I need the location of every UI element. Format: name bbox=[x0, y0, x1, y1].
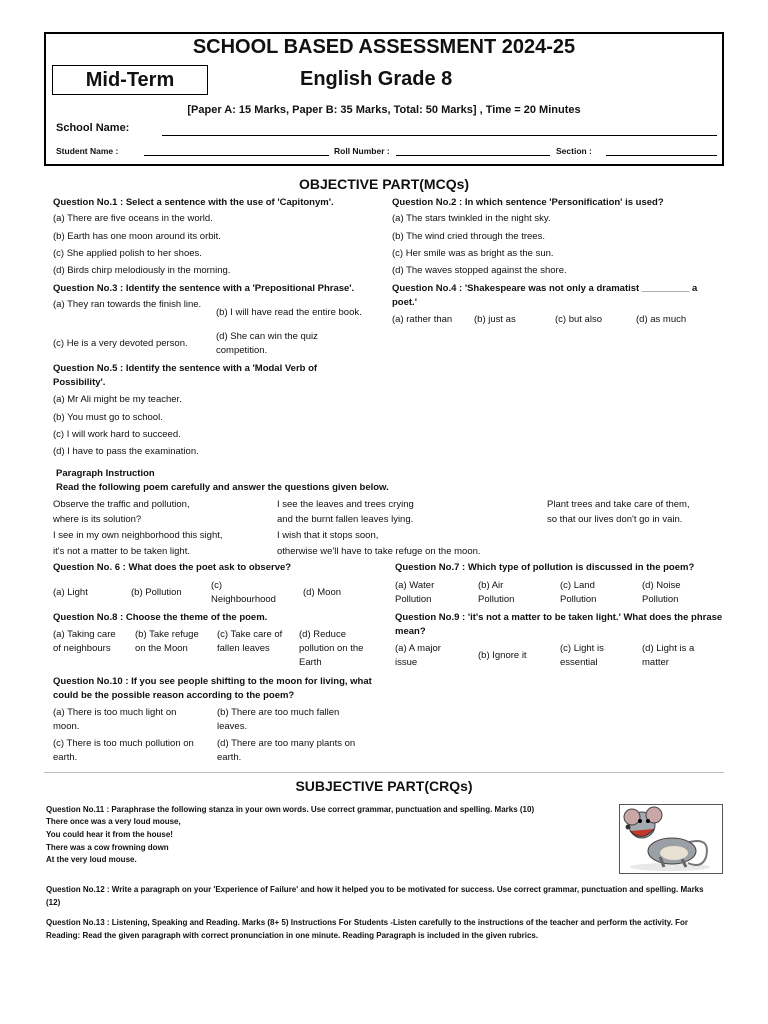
q2-option-c[interactable]: (c) Her smile was as bright as the sun. bbox=[392, 248, 554, 259]
q10-option-a[interactable]: (a) There is too much light on moon. bbox=[53, 707, 177, 732]
subject-title: English Grade 8 bbox=[300, 68, 453, 90]
q4-option-a[interactable]: (a) rather than bbox=[392, 314, 453, 325]
q3-option-a[interactable]: (a) They ran towards the finish line. bbox=[53, 299, 202, 310]
q10-option-c[interactable]: (c) There is too much pollution on earth. bbox=[53, 738, 194, 763]
section-field[interactable] bbox=[606, 155, 717, 156]
poem-col2-line: otherwise we'll have to take refuge on the moon. bbox=[277, 546, 481, 557]
school-name-label: School Name: bbox=[56, 122, 130, 134]
stanza-line: There was a cow frowning down bbox=[46, 843, 169, 852]
poem-col2-line: I see the leaves and trees crying bbox=[277, 499, 414, 510]
paragraph-title: Paragraph Instruction bbox=[56, 468, 155, 479]
student-name-label: Student Name : bbox=[56, 146, 119, 156]
mouse-illustration bbox=[619, 804, 723, 874]
roll-number-field[interactable] bbox=[396, 155, 550, 156]
q2-option-d[interactable]: (d) The waves stopped against the shore. bbox=[392, 265, 567, 276]
q4-option-c[interactable]: (c) but also bbox=[555, 314, 602, 325]
term-label: Mid-Term bbox=[52, 65, 208, 95]
section-divider bbox=[44, 772, 724, 773]
question-11: Question No.11 : Paraphrase the following stanza in your own words. Use correct grammar, punctuation and spelling. Marks (10) bbox=[46, 805, 535, 814]
section-label: Section : bbox=[556, 146, 592, 156]
stanza-line: You could hear it from the house! bbox=[46, 830, 173, 839]
q1-option-c[interactable]: (c) She applied polish to her shoes. bbox=[53, 248, 202, 259]
q7-option-d[interactable]: (d) Noise Pollution bbox=[642, 580, 681, 605]
question-3: Question No.3 : Identify the sentence with a 'Prepositional Phrase'. bbox=[53, 283, 355, 294]
q10-option-b[interactable]: (b) There are too much fallen leaves. bbox=[217, 707, 340, 732]
q10-option-d[interactable]: (d) There are too many plants on earth. bbox=[217, 738, 356, 763]
poem-col2-line: I wish that it stops soon, bbox=[277, 530, 379, 541]
q9-option-d[interactable]: (d) Light is a matter bbox=[642, 643, 695, 668]
q9-option-b[interactable]: (b) Ignore it bbox=[478, 650, 527, 661]
q8-option-b[interactable]: (b) Take refuge on the Moon bbox=[135, 629, 199, 654]
q7-option-c[interactable]: (c) Land Pollution bbox=[560, 580, 597, 605]
poem-col3-line: Plant trees and take care of them, bbox=[547, 499, 690, 510]
q8-option-a[interactable]: (a) Taking care of neighbours bbox=[53, 629, 116, 654]
roll-number-label: Roll Number : bbox=[334, 146, 390, 156]
paper-info: [Paper A: 15 Marks, Paper B: 35 Marks, Total: 50 Marks] , Time = 20 Minutes bbox=[187, 104, 581, 116]
q1-option-d[interactable]: (d) Birds chirp melodiously in the morning. bbox=[53, 265, 231, 276]
q4-option-b[interactable]: (b) just as bbox=[474, 314, 516, 325]
question-2: Question No.2 : In which sentence 'Personification' is used? bbox=[392, 197, 664, 208]
q5-option-a[interactable]: (a) Mr Ali might be my teacher. bbox=[53, 394, 182, 405]
q6-option-b[interactable]: (b) Pollution bbox=[131, 587, 182, 598]
school-name-field[interactable] bbox=[162, 135, 717, 136]
poem-col2-line: and the burnt fallen leaves lying. bbox=[277, 514, 414, 525]
stanza-line: There once was a very loud mouse, bbox=[46, 817, 181, 826]
question-12: Question No.12 : Write a paragraph on your 'Experience of Failure' and how it helped you to be motivated for success. Use correct grammar, punctuation and spelling. Marks (12) bbox=[46, 885, 704, 907]
question-4: Question No.4 : 'Shakespeare was not only a dramatist _________ a poet.' bbox=[392, 283, 698, 308]
q2-option-a[interactable]: (a) The stars twinkled in the night sky. bbox=[392, 213, 551, 224]
q2-option-b[interactable]: (b) The wind cried through the trees. bbox=[392, 231, 545, 242]
q4-option-d[interactable]: (d) as much bbox=[636, 314, 687, 325]
question-13: Question No.13 : Listening, Speaking and Reading. Marks (8+ 5) Instructions For Students -Listen carefully to the instructions of the teacher and perform the activity. For Reading: Read the given paragraph with correct pronunciation in one minute. Reading Paragraph is included in the given rubrics. bbox=[46, 918, 688, 940]
question-5: Question No.5 : Identify the sentence with a 'Modal Verb of Possibility'. bbox=[53, 363, 318, 388]
objective-heading: OBJECTIVE PART(MCQs) bbox=[298, 176, 470, 192]
question-10: Question No.10 : If you see people shifting to the moon for living, what could be the possible reason according to the poem? bbox=[53, 676, 372, 701]
poem-col1-line: it's not a matter to be taken light. bbox=[53, 546, 190, 557]
q5-option-b[interactable]: (b) You must go to school. bbox=[53, 412, 163, 423]
poem-col3-line: so that our lives don't go in vain. bbox=[547, 514, 683, 525]
poem-col1-line: I see in my own neighborhood this sight, bbox=[53, 530, 223, 541]
question-7: Question No.7 : Which type of pollution is discussed in the poem? bbox=[395, 562, 695, 573]
question-6: Question No. 6 : What does the poet ask to observe? bbox=[53, 562, 292, 573]
student-name-field[interactable] bbox=[144, 155, 329, 156]
question-8: Question No.8 : Choose the theme of the poem. bbox=[53, 612, 268, 623]
q8-option-d[interactable]: (d) Reduce pollution on the Earth bbox=[299, 629, 364, 668]
stanza-line: At the very loud mouse. bbox=[46, 855, 137, 864]
poem-col1-line: where is its solution? bbox=[53, 514, 142, 525]
q3-option-c[interactable]: (c) He is a very devoted person. bbox=[53, 338, 188, 349]
q3-option-b[interactable]: (b) I will have read the entire book. bbox=[216, 307, 362, 318]
question-9: Question No.9 : 'it's not a matter to be taken light.' What does the phrase mean? bbox=[395, 612, 723, 637]
mouse-icon bbox=[620, 805, 722, 873]
q6-option-c[interactable]: (c) Neighbourhood bbox=[211, 580, 276, 605]
q1-option-b[interactable]: (b) Earth has one moon around its orbit. bbox=[53, 231, 221, 242]
q7-option-b[interactable]: (b) Air Pollution bbox=[478, 580, 515, 605]
q6-option-a[interactable]: (a) Light bbox=[53, 587, 88, 598]
question-1: Question No.1 : Select a sentence with the use of 'Capitonym'. bbox=[53, 197, 334, 208]
q3-option-d[interactable]: (d) She can win the quiz competition. bbox=[216, 331, 318, 356]
q6-option-d[interactable]: (d) Moon bbox=[303, 587, 342, 598]
q8-option-c[interactable]: (c) Take care of fallen leaves bbox=[217, 629, 283, 654]
paragraph-instruction: Read the following poem carefully and answer the questions given below. bbox=[56, 482, 389, 493]
subjective-heading: SUBJECTIVE PART(CRQs) bbox=[295, 778, 473, 794]
q7-option-a[interactable]: (a) Water Pollution bbox=[395, 580, 435, 605]
q9-option-a[interactable]: (a) A major issue bbox=[395, 643, 441, 668]
q5-option-d[interactable]: (d) I have to pass the examination. bbox=[53, 446, 199, 457]
poem-col1-line: Observe the traffic and pollution, bbox=[53, 499, 190, 510]
page-title: SCHOOL BASED ASSESSMENT 2024-25 bbox=[192, 36, 576, 58]
q1-option-a[interactable]: (a) There are five oceans in the world. bbox=[53, 213, 213, 224]
q5-option-c[interactable]: (c) I will work hard to succeed. bbox=[53, 429, 181, 440]
q9-option-c[interactable]: (c) Light is essential bbox=[560, 643, 604, 668]
